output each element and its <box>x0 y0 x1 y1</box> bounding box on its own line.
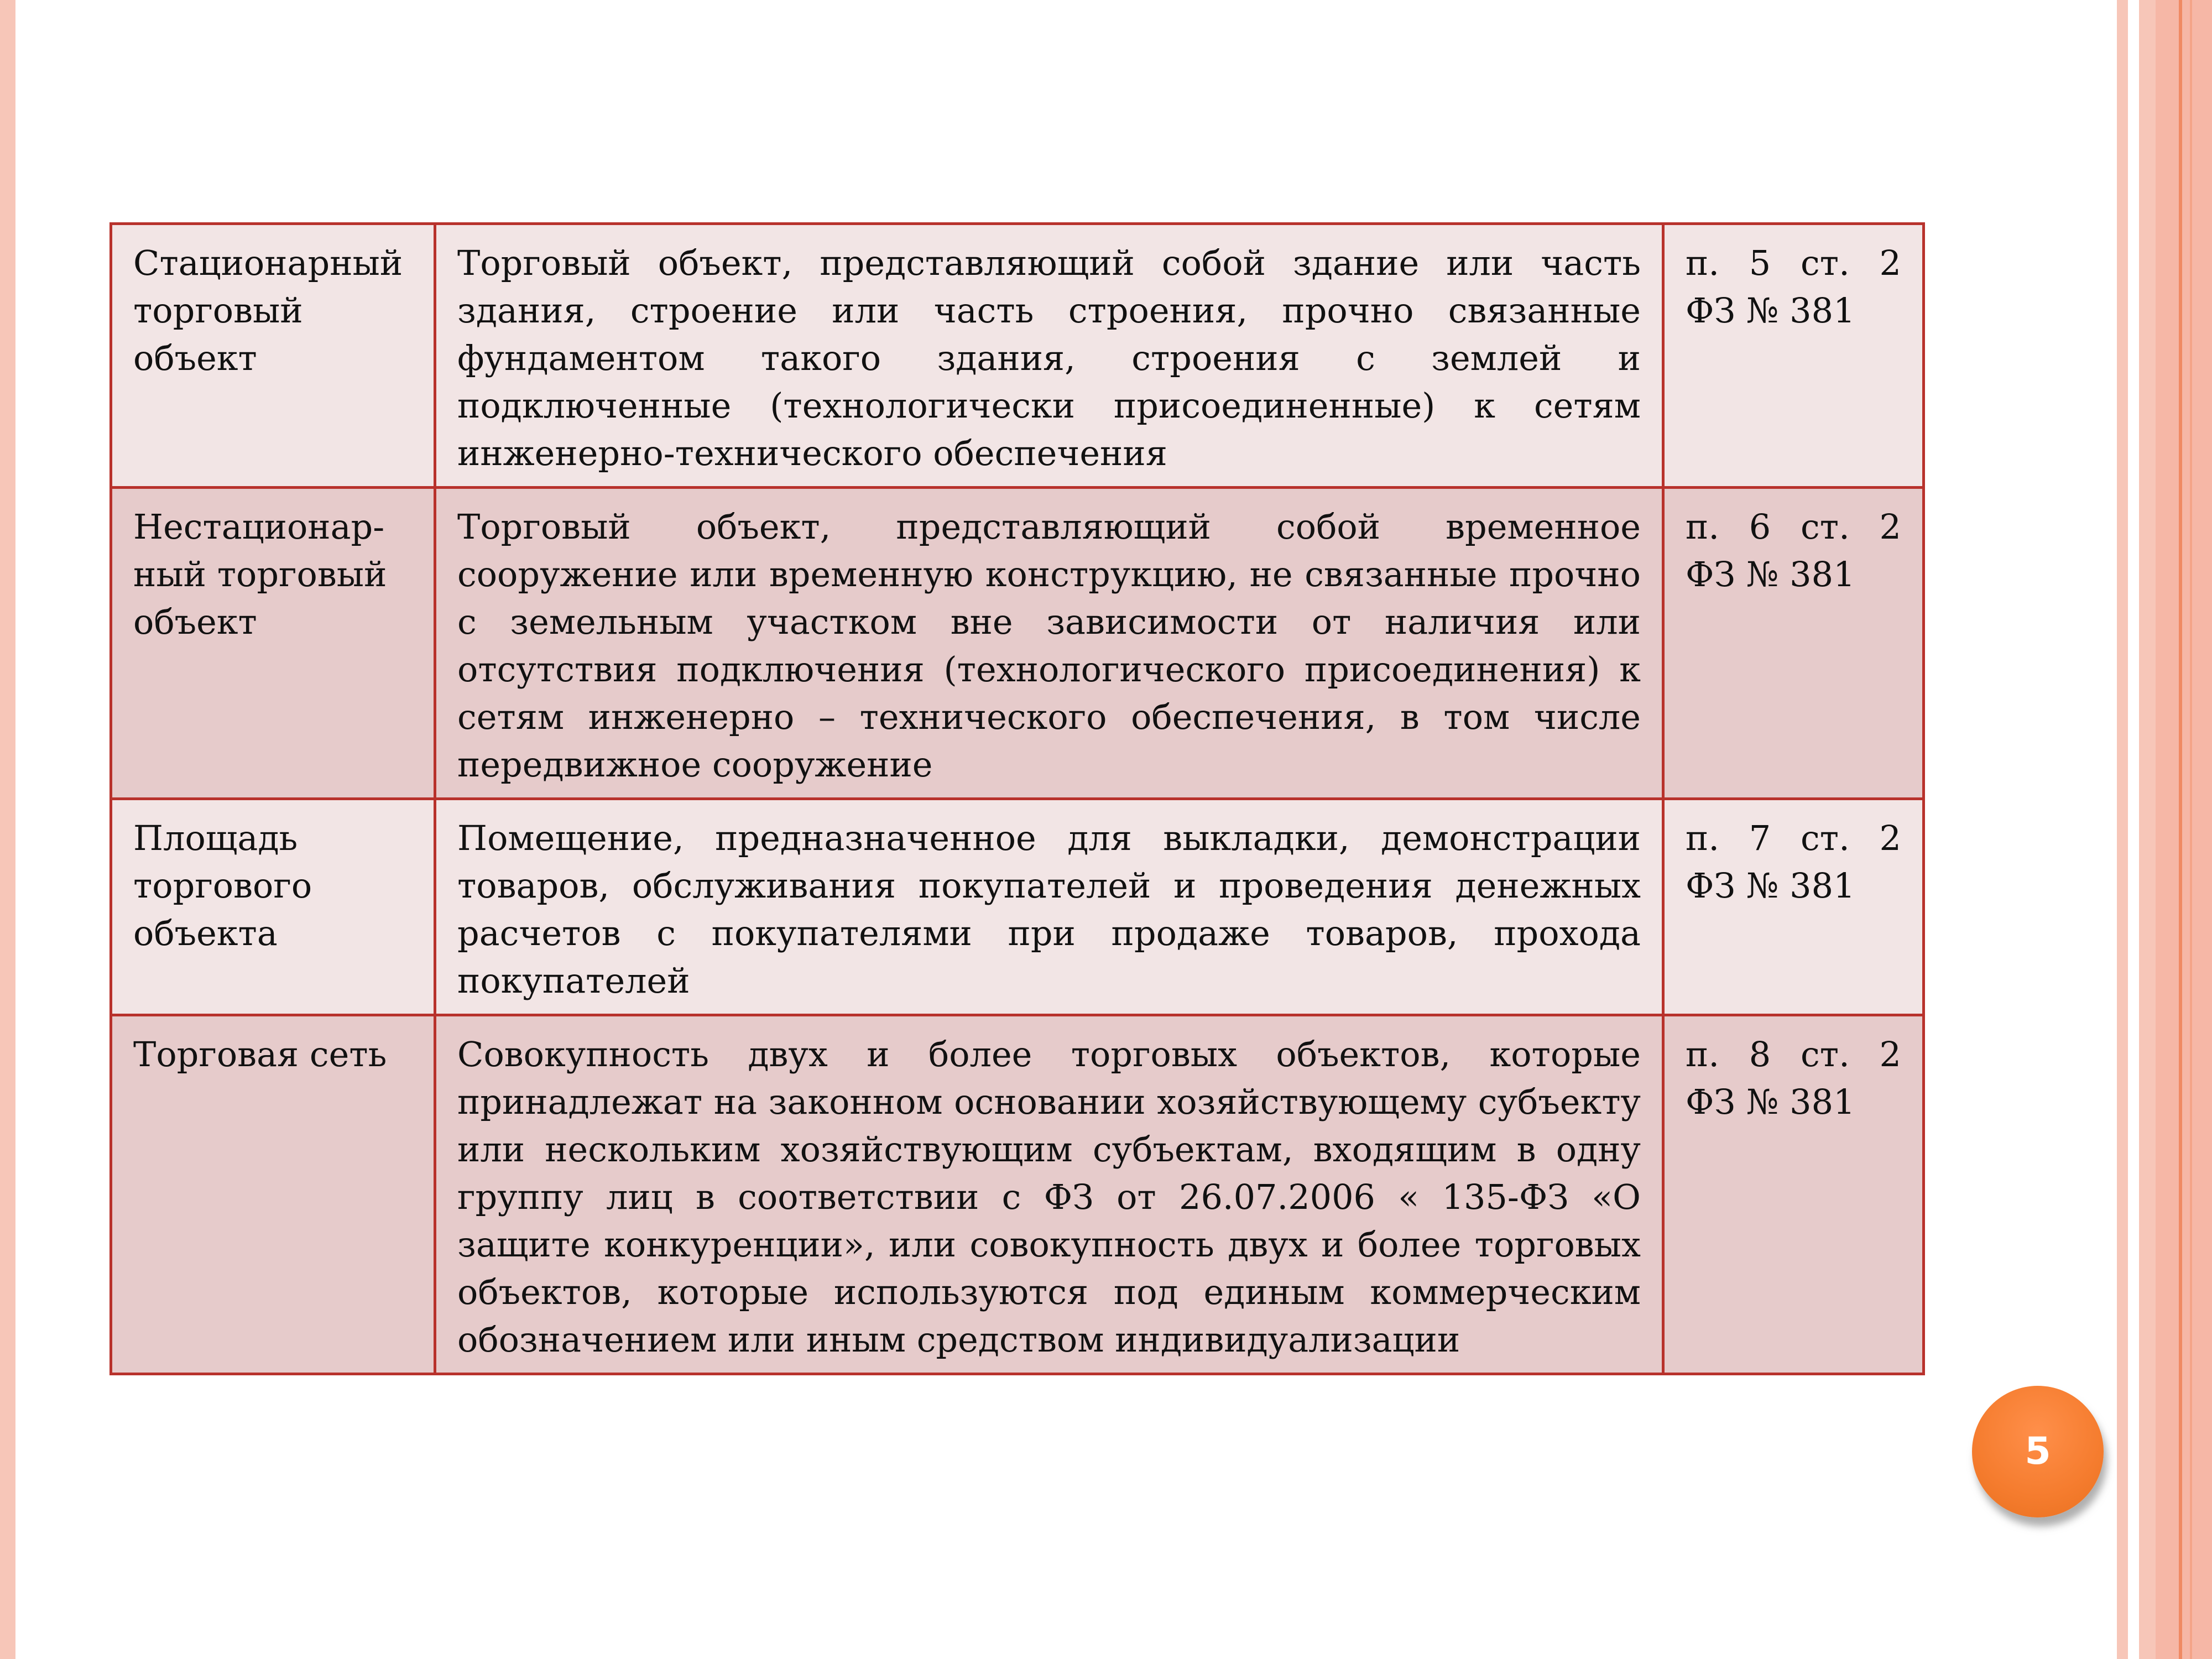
right-frame-line <box>2179 0 2182 1659</box>
term-cell: Площадь торгового объекта <box>111 799 435 1015</box>
definitions-table <box>109 222 1925 1375</box>
right-frame-line <box>2190 0 2192 1659</box>
reference-cell: п. 8 ст. 2 ФЗ № 381 <box>1663 1015 1924 1374</box>
term-cell: Торговая сеть <box>111 1015 435 1374</box>
reference-cell: п. 5 ст. 2 ФЗ № 381 <box>1663 224 1924 488</box>
reference-cell: п. 7 ст. 2 ФЗ № 381 <box>1663 799 1924 1015</box>
term-cell: Нестационар-ный торговый объект <box>111 488 435 799</box>
description-cell: Помещение, предназначенное для выкладки, демонстрации товаров, обслуживания покупателей и проведения денежных расчетов с покупателями при продаже товаров, прохода покупателей <box>435 799 1663 1015</box>
description-cell: Торговый объект, представляющий собой здание или часть здания, строение или часть строения, прочно связанные фундаментом такого здания, строения с землей и подключенные (технологически присоединенные) к сетям инженерно-технического обеспечения <box>435 224 1663 488</box>
table-row <box>111 488 1924 799</box>
description-cell: Совокупность двух и более торговых объектов, которые принадлежат на законном основании хозяйствующему субъекту или нескольким хозяйствующим субъектам, входящим в одну группу лиц в соответствии с ФЗ от 26.07.2006 « 135-ФЗ «О защите конкуренции», или совокупность двух и более торговых объектов, которые используются под единым коммерческим обозначением или иным средством индивидуализации <box>435 1015 1663 1374</box>
reference-cell: п. 6 ст. 2 ФЗ № 381 <box>1663 488 1924 799</box>
description-cell: Торговый объект, представляющий собой временное сооружение или временную конструкцию, не связанные прочно с земельным участком вне зависимости от наличия или отсутствия подключения (технологического присоединения) к сетям инженерно – технического обеспечения, в том числе передвижное сооружение <box>435 488 1663 799</box>
right-frame-stripe <box>2156 0 2212 1659</box>
page-number-badge: 5 <box>1972 1386 2104 1517</box>
right-frame-stripe <box>2139 0 2156 1659</box>
table-row <box>111 1015 1924 1374</box>
table-row <box>111 224 1924 488</box>
right-frame-stripe <box>2117 0 2128 1659</box>
table-row <box>111 799 1924 1015</box>
left-decorative-bar <box>0 0 15 1659</box>
term-cell: Стационарный торговый объект <box>111 224 435 488</box>
